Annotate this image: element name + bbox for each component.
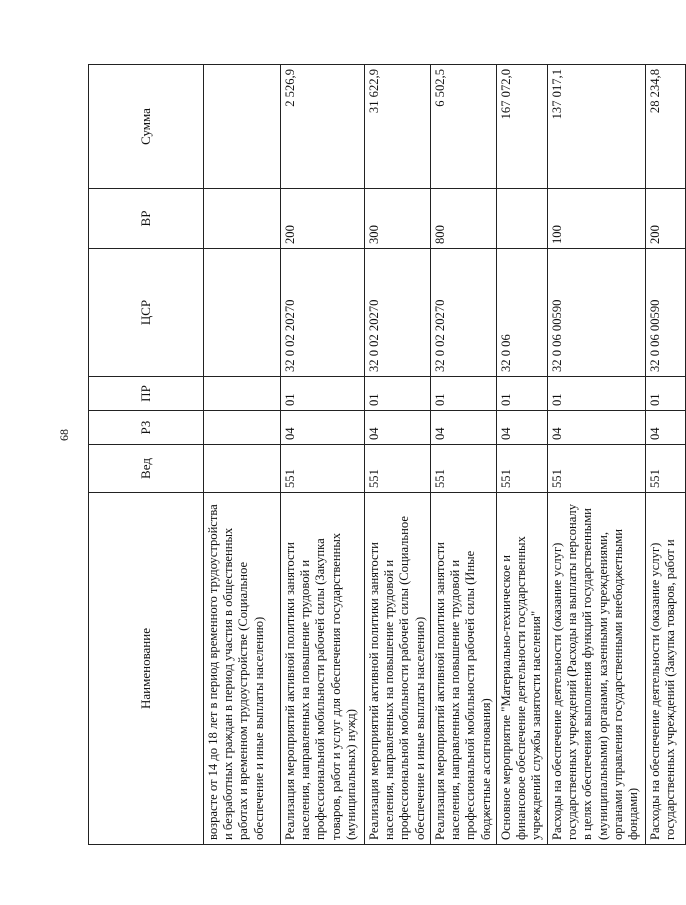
- cell-rz: 04: [431, 411, 497, 445]
- cell-name: возрасте от 14 до 18 лет в период временного трудоустройства и безработных граждан в период участия в общественных работах и временном трудоустройстве (Социальное обеспечение и иные выплаты населению): [204, 493, 281, 845]
- cell-pr: 01: [646, 377, 686, 411]
- cell-rz: 04: [646, 411, 686, 445]
- cell-ved: 551: [548, 445, 646, 493]
- cell-csr: 32 0 06 00590: [548, 249, 646, 377]
- cell-sum: 2 526,9: [281, 65, 365, 189]
- cell-sum: 167 072,0: [497, 65, 548, 189]
- table-row: [281, 65, 365, 845]
- cell-name: Реализация мероприятий активной политики занятости населения, направленных на повышение трудовой и профессиональной мобильности рабочей силы (Социальное обеспечение и иные выплаты населению): [365, 493, 431, 845]
- budget-table: [88, 64, 686, 845]
- cell-rz: 04: [281, 411, 365, 445]
- header-pr: ПР: [89, 377, 204, 411]
- cell-sum: [204, 65, 281, 189]
- header-csr: ЦСР: [89, 249, 204, 377]
- table-row: [548, 65, 646, 845]
- table-row: [497, 65, 548, 845]
- cell-ved: [204, 445, 281, 493]
- cell-csr: 32 0 06: [497, 249, 548, 377]
- cell-name: Расходы на обеспечение деятельности (оказание услуг) государственных учреждений (Расходы на выплаты персоналу в целях обеспечения выполнения функций государственными (муниципальными) органами, казенными учреждениями, органами управления государственными внебюджетными фондами): [548, 493, 646, 845]
- header-vr: ВР: [89, 189, 204, 249]
- cell-name: Реализация мероприятий активной политики занятости населения, направленных на повышение трудовой и профессиональной мобильности рабочей силы (Закупка товаров, работ и услуг для обеспечения государственных (муниципальных) нужд): [281, 493, 365, 845]
- cell-rz: 04: [548, 411, 646, 445]
- cell-ved: 551: [365, 445, 431, 493]
- cell-pr: 01: [365, 377, 431, 411]
- cell-name: Основное мероприятие "Материально-техническое и финансовое обеспечение деятельности государственных учреждений службы занятости населения": [497, 493, 548, 845]
- cell-ved: 551: [646, 445, 686, 493]
- cell-sum: 28 234,8: [646, 65, 686, 189]
- header-sum: Сумма: [89, 65, 204, 189]
- cell-sum: 137 017,1: [548, 65, 646, 189]
- cell-csr: 32 0 02 20270: [365, 249, 431, 377]
- cell-csr: 32 0 02 20270: [281, 249, 365, 377]
- cell-vr: 200: [281, 189, 365, 249]
- cell-csr: 32 0 06 00590: [646, 249, 686, 377]
- cell-vr: 200: [646, 189, 686, 249]
- table-row: [646, 65, 686, 845]
- cell-csr: 32 0 02 20270: [431, 249, 497, 377]
- cell-vr: 800: [431, 189, 497, 249]
- cell-vr: [204, 189, 281, 249]
- cell-ved: 551: [431, 445, 497, 493]
- header-rz: РЗ: [89, 411, 204, 445]
- header-ved: Вед: [89, 445, 204, 493]
- cell-pr: 01: [281, 377, 365, 411]
- cell-csr: [204, 249, 281, 377]
- cell-rz: 04: [365, 411, 431, 445]
- cell-ved: 551: [497, 445, 548, 493]
- cell-rz: [204, 411, 281, 445]
- cell-sum: 31 622,9: [365, 65, 431, 189]
- cell-sum: 6 502,5: [431, 65, 497, 189]
- cell-name: Реализация мероприятий активной политики занятости населения, направленных на повышение трудовой и профессиональной мобильности рабочей силы (Иные бюджетные ассигнования): [431, 493, 497, 845]
- table-header-row: [89, 65, 204, 845]
- cell-pr: 01: [548, 377, 646, 411]
- cell-pr: [204, 377, 281, 411]
- cell-rz: 04: [497, 411, 548, 445]
- cell-vr: 100: [548, 189, 646, 249]
- table-row: [365, 65, 431, 845]
- cell-name: Расходы на обеспечение деятельности (оказание услуг) государственных учреждений (Закупка товаров, работ и: [646, 493, 686, 845]
- header-name: Наименование: [89, 493, 204, 845]
- rotated-page-content: [88, 65, 678, 845]
- cell-pr: 01: [497, 377, 548, 411]
- table-row: [204, 65, 281, 845]
- cell-vr: [497, 189, 548, 249]
- page-number: 68: [57, 429, 71, 441]
- table-row: [431, 65, 497, 845]
- cell-vr: 300: [365, 189, 431, 249]
- cell-pr: 01: [431, 377, 497, 411]
- cell-ved: 551: [281, 445, 365, 493]
